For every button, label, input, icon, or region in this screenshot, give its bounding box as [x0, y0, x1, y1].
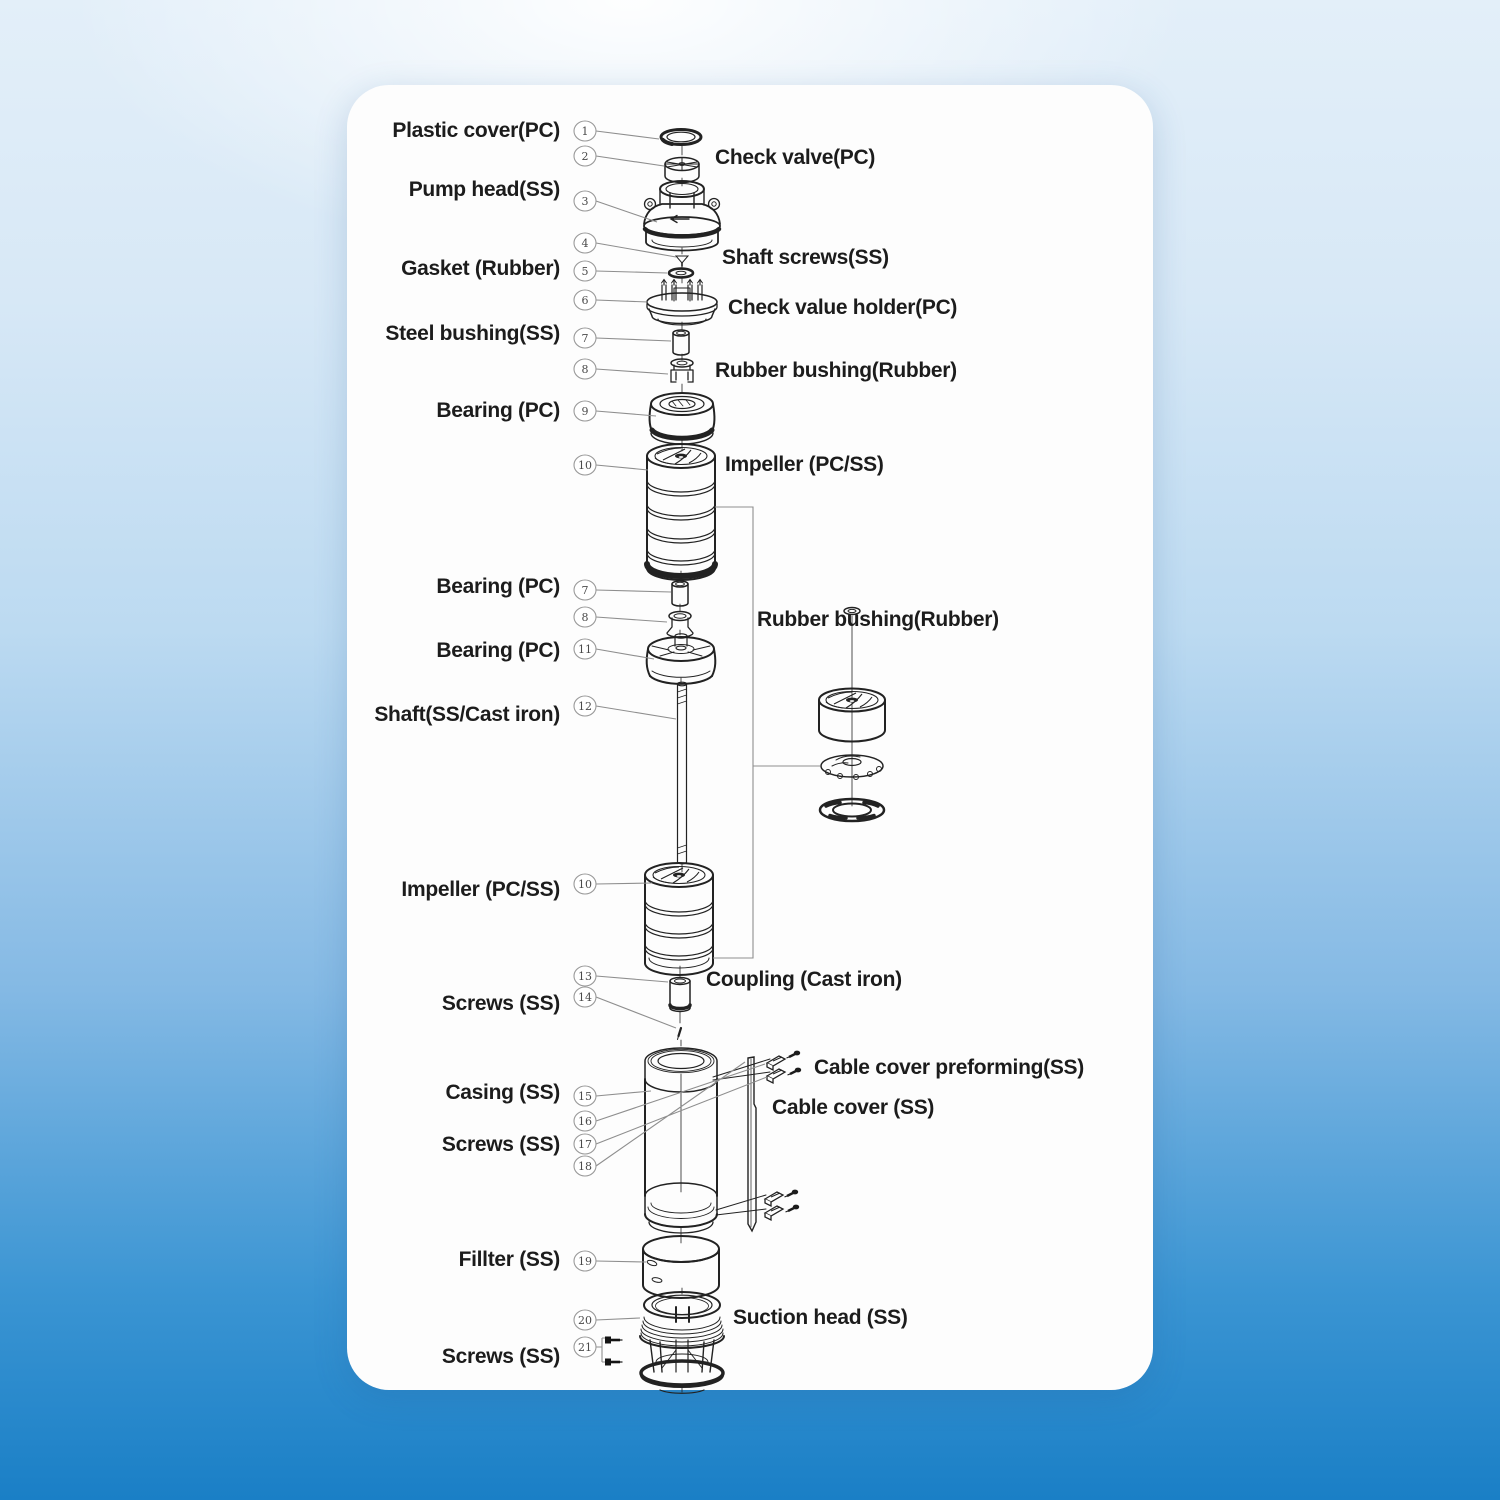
label-pump-head: Pump head(SS)	[408, 178, 560, 201]
label-check-valve-holder: Check value holder(PC)	[728, 296, 958, 319]
callout-10b: 10	[578, 878, 592, 891]
axis-lines	[680, 146, 682, 1392]
label-casing: Casing (SS)	[445, 1081, 560, 1104]
labels-right	[706, 146, 1084, 1329]
bearing-part-11	[647, 634, 716, 684]
pump-head-part	[644, 181, 720, 251]
suction-head-part	[640, 1292, 724, 1393]
impeller-stack-1-part	[647, 444, 715, 580]
callout-20: 20	[578, 1314, 592, 1327]
label-screws-3: Screws (SS)	[441, 1345, 560, 1368]
label-impeller-right: Impeller (PC/SS)	[725, 453, 884, 476]
callout-18: 18	[578, 1160, 592, 1173]
label-steel-bushing: Steel bushing(SS)	[385, 322, 560, 345]
label-rubber-bushing-1: Rubber bushing(Rubber)	[715, 359, 957, 382]
label-screws-2: Screws (SS)	[441, 1133, 560, 1156]
label-screws-1: Screws (SS)	[441, 992, 560, 1015]
label-bearing-1: Bearing (PC)	[436, 399, 560, 422]
callout-10: 10	[578, 459, 592, 472]
bracket-lines	[713, 507, 820, 958]
callout-11: 11	[578, 643, 592, 656]
bushing-part-7b	[672, 581, 688, 606]
label-filter: Fillter (SS)	[458, 1248, 560, 1271]
label-check-valve: Check valve(PC)	[715, 146, 876, 169]
steel-bushing-part	[673, 330, 689, 355]
label-rubber-bushing-2: Rubber bushing(Rubber)	[757, 608, 999, 631]
screws-part-21	[605, 1337, 623, 1366]
label-gasket: Gasket (Rubber)	[401, 257, 560, 280]
callout-14: 14	[578, 991, 592, 1004]
callout-1: 1	[581, 125, 589, 138]
shaft-part	[678, 682, 687, 864]
callout-7b: 7	[581, 584, 589, 597]
callout-9: 9	[581, 405, 589, 418]
plastic-cover-part	[661, 130, 701, 145]
label-bearing-2: Bearing (PC)	[436, 575, 560, 598]
label-shaft-screws: Shaft screws(SS)	[722, 246, 889, 269]
callout-7: 7	[581, 332, 589, 345]
impeller-stack-2-part	[645, 863, 713, 975]
cable-cover-preforming-clips	[765, 1051, 801, 1220]
label-shaft: Shaft(SS/Cast iron)	[374, 703, 560, 726]
label-plastic-cover: Plastic cover(PC)	[392, 119, 560, 142]
label-impeller-left: Impeller (PC/SS)	[401, 878, 560, 901]
callout-5: 5	[581, 265, 589, 278]
callout-markers	[574, 121, 596, 1357]
callout-17: 17	[578, 1138, 592, 1151]
callout-16: 16	[578, 1115, 592, 1128]
callout-3: 3	[581, 195, 589, 208]
label-cable-cover: Cable cover (SS)	[772, 1096, 935, 1119]
callout-2: 2	[581, 150, 589, 163]
rubber-bushing-part	[671, 359, 693, 382]
pump-parts-artwork	[605, 130, 885, 1394]
label-coupling: Coupling (Cast iron)	[706, 968, 902, 991]
label-suction-head: Suction head (SS)	[733, 1306, 908, 1329]
gasket-part	[669, 269, 693, 278]
callout-4: 4	[581, 237, 589, 250]
labels-left	[374, 119, 560, 1368]
coupling-part	[670, 978, 690, 1012]
callout-12: 12	[578, 700, 592, 713]
label-cable-cover-preforming: Cable cover preforming(SS)	[814, 1056, 1084, 1079]
callout-21: 21	[578, 1341, 592, 1354]
filter-part	[643, 1236, 719, 1298]
check-valve-holder-part	[647, 280, 717, 326]
bearing-part-9	[650, 393, 715, 444]
callout-19: 19	[578, 1255, 592, 1268]
callout-6: 6	[581, 294, 589, 307]
callout-13: 13	[578, 970, 592, 983]
shaft-screw-part	[676, 256, 688, 266]
callout-8b: 8	[581, 611, 589, 624]
callout-8: 8	[581, 363, 589, 376]
impeller-detail-view	[819, 608, 885, 822]
callout-15: 15	[578, 1090, 592, 1103]
label-bearing-3: Bearing (PC)	[436, 639, 560, 662]
screw-part-14	[678, 1022, 687, 1039]
